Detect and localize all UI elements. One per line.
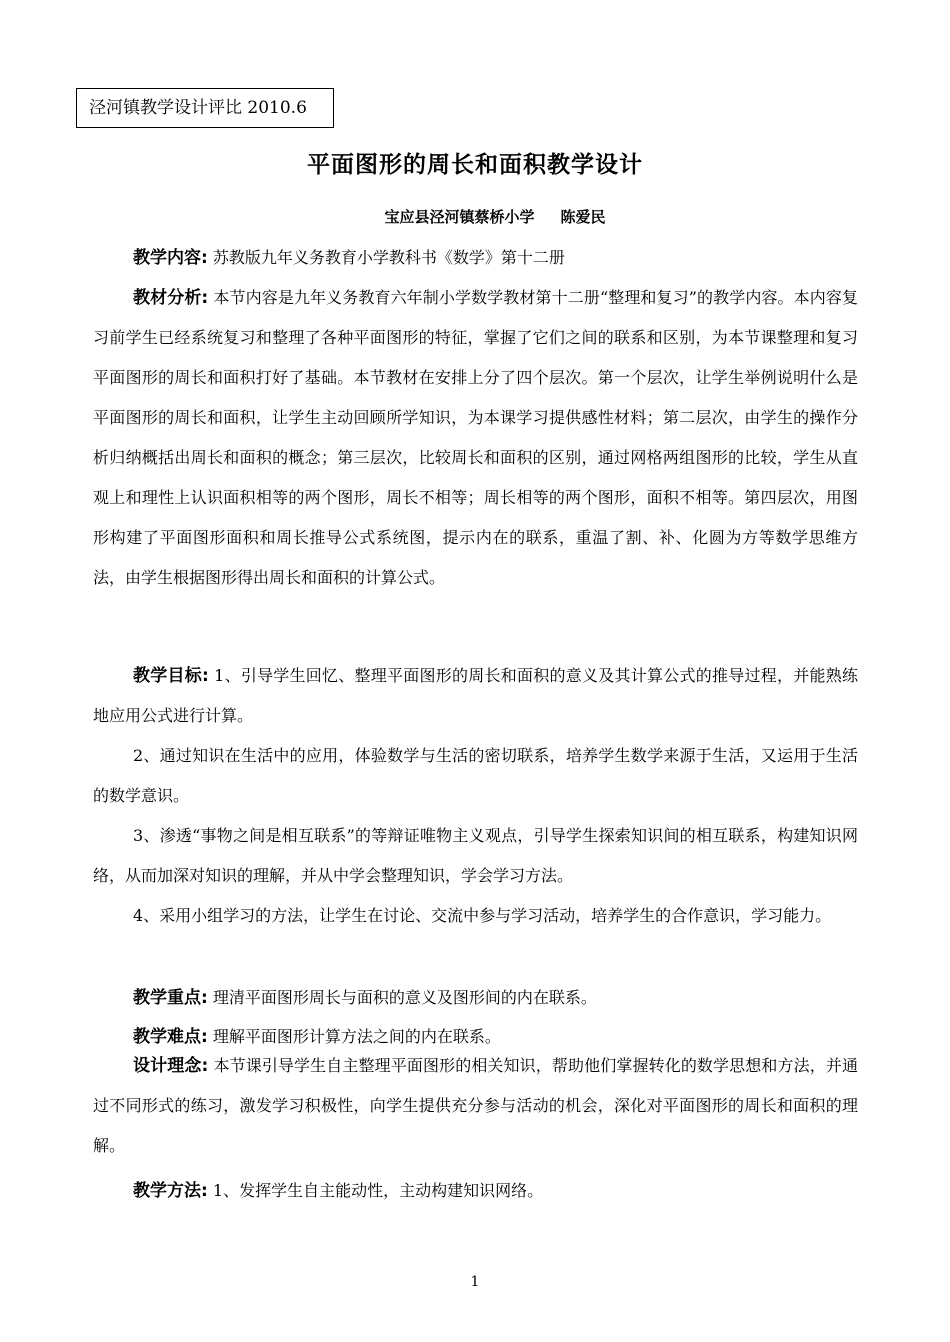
author-school: 宝应县泾河镇蔡桥小学: [384, 208, 535, 226]
analysis-text: 本节内容是九年义务教育六年制小学数学教材第十二册“整理和复习”的教学内容。本内容复习前学生已经系统复习和整理了各种平面图形的特征，掌握了它们之间的联系和区别，为本节课整理和复习平面图形的周长和面积打好了基础。本节教材在安排上分了四个层次。第一个层次，让学生举例说明什么是平面图形的周长和面积，让学生主动回顾所学知识，为本课学习提供感性材料；第二层次，由学生的操作分析归纳概括出周长和面积的概念；第三层次，比较周长和面积的区别，通过网格两组图形的比较，学生从直观上和理性上认识面积相等的两个图形，周长不相等；周长相等的两个图形，面积不相等。第四层次，用图形构建了平面图形面积和周长推导公式系统图，提示内在的联系，重温了割、补、化圆为方等数学思维方法，由学生根据图形得出周长和面积的计算公式。: [93, 288, 858, 587]
method-text: 1、发挥学生自主能动性，主动构建知识网络。: [212, 1181, 544, 1200]
document-title: 平面图形的周长和面积教学设计: [307, 152, 643, 178]
difficulty-text: 理解平面图形计算方法之间的内在联系。: [212, 1027, 501, 1046]
header-box: 泾河镇教学设计评比 2010.6: [76, 88, 334, 128]
difficulty-label: 教学难点:: [133, 1027, 208, 1047]
key-point-label: 教学重点:: [133, 988, 208, 1008]
goal-item-4: 4、采用小组学习的方法，让学生在讨论、交流中参与学习活动，培养学生的合作意识，学习能力。: [133, 906, 832, 925]
goals-paragraph: [93, 656, 858, 736]
content-text: 苏教版九年义务教育小学教科书《数学》第十二册: [212, 248, 565, 267]
goal-item-1: 1、引导学生回忆、整理平面图形的周长和面积的意义及其计算公式的推导过程，并能熟练地应用公式进行计算。: [93, 666, 858, 725]
goals-label: 教学目标:: [133, 666, 209, 686]
page-number: 1: [470, 1274, 480, 1290]
content-label: 教学内容:: [133, 248, 208, 268]
author-name: 陈爱民: [560, 208, 606, 226]
concept-paragraph: [93, 1046, 858, 1166]
analysis-paragraph: [93, 278, 858, 598]
key-point-text: 理清平面图形周长与面积的意义及图形间的内在联系。: [212, 988, 597, 1007]
analysis-label: 教材分析:: [133, 288, 209, 308]
author-line: [0, 206, 950, 227]
concept-text: 本节课引导学生自主整理平面图形的相关知识，帮助他们掌握转化的数学思想和方法，并通过不同形式的练习，激发学习积极性，向学生提供充分参与活动的机会，深化对平面图形的周长和面积的理解。: [93, 1056, 858, 1155]
method-label: 教学方法:: [133, 1181, 208, 1201]
content-paragraph: [93, 238, 858, 278]
method-paragraph: [93, 1171, 858, 1211]
concept-label: 设计理念:: [133, 1056, 209, 1076]
key-point-paragraph: [93, 978, 858, 1018]
goal-item-2: 2、通过知识在生活中的应用，体验数学与生活的密切联系，培养学生数学来源于生活，又运用于生活的数学意识。: [93, 746, 858, 805]
goal-item-3: 3、渗透“事物之间是相互联系”的等辩证唯物主义观点，引导学生探索知识间的相互联系，构建知识网络，从而加深对知识的理解，并从中学会整理知识，学会学习方法。: [93, 826, 858, 885]
